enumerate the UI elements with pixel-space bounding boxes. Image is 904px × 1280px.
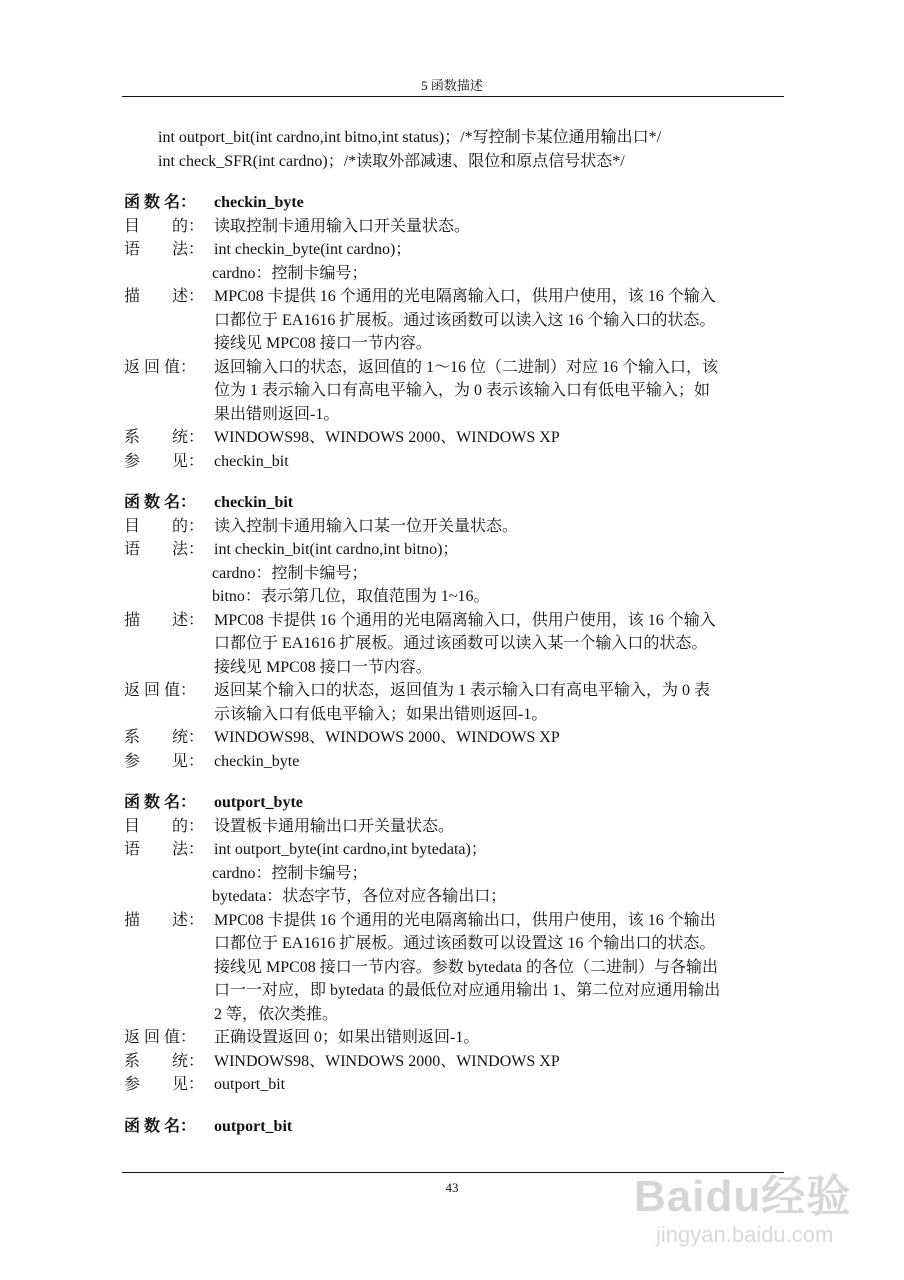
description-line: MPC08 卡提供 16 个通用的光电隔离输入口，供用户使用，该 16 个输入 — [214, 611, 716, 629]
return-row — [124, 679, 786, 726]
description-line: 接线见 MPC08 接口一节内容。参数 bytedata 的各位（二进制）与各输出 — [214, 958, 718, 976]
syntax-label: 语 法： — [124, 541, 205, 558]
function-name-row — [124, 791, 786, 815]
purpose-label: 目 的： — [124, 517, 205, 535]
syntax-text: int checkin_byte(int cardno)； — [214, 241, 412, 258]
return-label: 返 回 值： — [124, 1029, 197, 1046]
function-name-row — [124, 191, 786, 215]
description-text — [214, 285, 786, 356]
purpose-text: 读取控制卡通用输入口开关量状态。 — [214, 217, 471, 235]
description-row — [124, 609, 786, 680]
description-text — [214, 609, 786, 680]
syntax-text: int checkin_bit(int cardno,int bitno)； — [214, 541, 459, 558]
description-line: MPC08 卡提供 16 个通用的光电隔离输出口，供用户使用，该 16 个输出 — [214, 911, 716, 929]
syntax-row — [124, 838, 786, 862]
description-line: 口一一对应，即 bytedata 的最低位对应通用输出 1、第二位对应通用输出 — [214, 982, 721, 999]
baidu-watermark — [634, 1150, 864, 1260]
see-also-text: checkin_byte — [214, 752, 300, 770]
see-also-text: outport_bit — [214, 1076, 286, 1093]
function-name-row — [124, 1115, 786, 1139]
return-line: 示该输入口有低电平输入；如果出错则返回-1。 — [214, 705, 548, 723]
system-label: 系 统： — [124, 429, 205, 446]
purpose-text: 读入控制卡通用输入口某一位开关量状态。 — [214, 517, 519, 535]
syntax-text: int outport_byte(int cardno,int bytedata)； — [214, 841, 487, 858]
function-name-label: 函 数 名： — [124, 1117, 197, 1135]
watermark-url: jingyan.baidu.com — [656, 1222, 834, 1247]
return-text — [214, 679, 786, 726]
function-entry-checkin-byte — [124, 191, 786, 473]
description-text — [214, 909, 786, 1027]
return-text — [214, 356, 786, 427]
description-line: 接线见 MPC08 接口一节内容。 — [214, 658, 432, 676]
see-also-row — [124, 1073, 786, 1097]
description-label: 描 述： — [124, 288, 205, 305]
function-name: checkin_byte — [214, 194, 304, 211]
purpose-label: 目 的： — [124, 817, 205, 835]
header-rule — [122, 96, 784, 97]
return-label: 返 回 值： — [124, 682, 197, 699]
description-label: 描 述： — [124, 911, 205, 929]
system-row — [124, 726, 786, 750]
system-label: 系 统： — [124, 729, 205, 746]
intro-line: int check_SFR(int cardno)；/*读取外部减速、限位和原点信号状态*/ — [158, 152, 625, 170]
function-entry-checkin-bit — [124, 491, 786, 773]
return-line: 正确设置返回 0；如果出错则返回-1。 — [214, 1029, 480, 1046]
purpose-label: 目 的： — [124, 217, 205, 235]
description-line: 口都位于 EA1616 扩展板。通过该函数可以读入这 16 个输入口的状态。 — [214, 311, 716, 329]
description-line: 口都位于 EA1616 扩展板。通过该函数可以读入某一个输入口的状态。 — [214, 635, 708, 652]
return-label: 返 回 值： — [124, 358, 197, 376]
see-also-label: 参 见： — [124, 1076, 205, 1093]
function-entry-outport-bit — [124, 1115, 786, 1139]
return-line: 位为 1 表示输入口有高电平输入，为 0 表示该输入口有低电平输入；如 — [214, 382, 711, 399]
page-header-title: 5 函数描述 — [421, 78, 483, 93]
function-name-label: 函 数 名： — [124, 194, 197, 211]
see-also-row — [124, 450, 786, 474]
system-text: WINDOWS98、WINDOWS 2000、WINDOWS XP — [214, 1052, 560, 1070]
watermark-logo: Baidu经验 — [634, 1172, 852, 1221]
see-also-row — [124, 750, 786, 774]
return-line: 返回某个输入口的状态，返回值为 1 表示输入口有高电平输入，为 0 表 — [214, 682, 711, 699]
description-line: MPC08 卡提供 16 个通用的光电隔离输入口，供用户使用，该 16 个输入 — [214, 288, 716, 305]
param-line: cardno：控制卡编号； — [212, 864, 368, 882]
system-text: WINDOWS98、WINDOWS 2000、WINDOWS XP — [214, 729, 560, 746]
syntax-label: 语 法： — [124, 241, 205, 258]
function-name-label: 函 数 名： — [124, 794, 197, 811]
purpose-row — [124, 215, 786, 239]
param-line: cardno：控制卡编号； — [212, 264, 368, 282]
page-number: 43 — [445, 1180, 459, 1195]
function-entry-outport-byte — [124, 791, 786, 1097]
description-line: 接线见 MPC08 接口一节内容。 — [214, 335, 432, 352]
syntax-row — [124, 538, 786, 562]
purpose-row — [124, 515, 786, 539]
return-row — [124, 1026, 786, 1050]
see-also-label: 参 见： — [124, 452, 205, 470]
function-name-label: 函 数 名： — [124, 494, 197, 511]
system-text: WINDOWS98、WINDOWS 2000、WINDOWS XP — [214, 429, 560, 446]
param-line: cardno：控制卡编号； — [212, 564, 368, 582]
system-row — [124, 1050, 786, 1074]
intro-line: int outport_bit(int cardno,int bitno,int status)；/*写控制卡某位通用输出口*/ — [158, 129, 662, 146]
param-line: bitno：表示第几位，取值范围为 1~16。 — [212, 588, 490, 605]
purpose-row — [124, 815, 786, 839]
function-name: outport_bit — [214, 1117, 293, 1135]
syntax-label: 语 法： — [124, 841, 205, 858]
function-name: outport_byte — [214, 794, 303, 811]
system-label: 系 统： — [124, 1052, 205, 1070]
syntax-row — [124, 238, 786, 262]
return-row — [124, 356, 786, 427]
description-row — [124, 285, 786, 356]
page-content — [124, 126, 786, 1138]
function-name-row — [124, 491, 786, 515]
system-row — [124, 426, 786, 450]
param-line: bytedata：状态字节，各位对应各输出口； — [212, 888, 507, 905]
see-also-label: 参 见： — [124, 752, 205, 770]
return-line: 果出错则返回-1。 — [214, 405, 340, 423]
intro-prototypes — [124, 126, 786, 173]
description-row — [124, 909, 786, 1027]
description-line: 口都位于 EA1616 扩展板。通过该函数可以设置这 16 个输出口的状态。 — [214, 935, 716, 952]
purpose-text: 设置板卡通用输出口开关量状态。 — [214, 817, 455, 835]
return-line: 返回输入口的状态，返回值的 1～16 位（二进制）对应 16 个输入口，该 — [214, 358, 719, 376]
see-also-text: checkin_bit — [214, 452, 289, 470]
description-line: 2 等，依次类推。 — [214, 1005, 339, 1023]
description-label: 描 述： — [124, 611, 205, 629]
function-name: checkin_bit — [214, 494, 294, 511]
